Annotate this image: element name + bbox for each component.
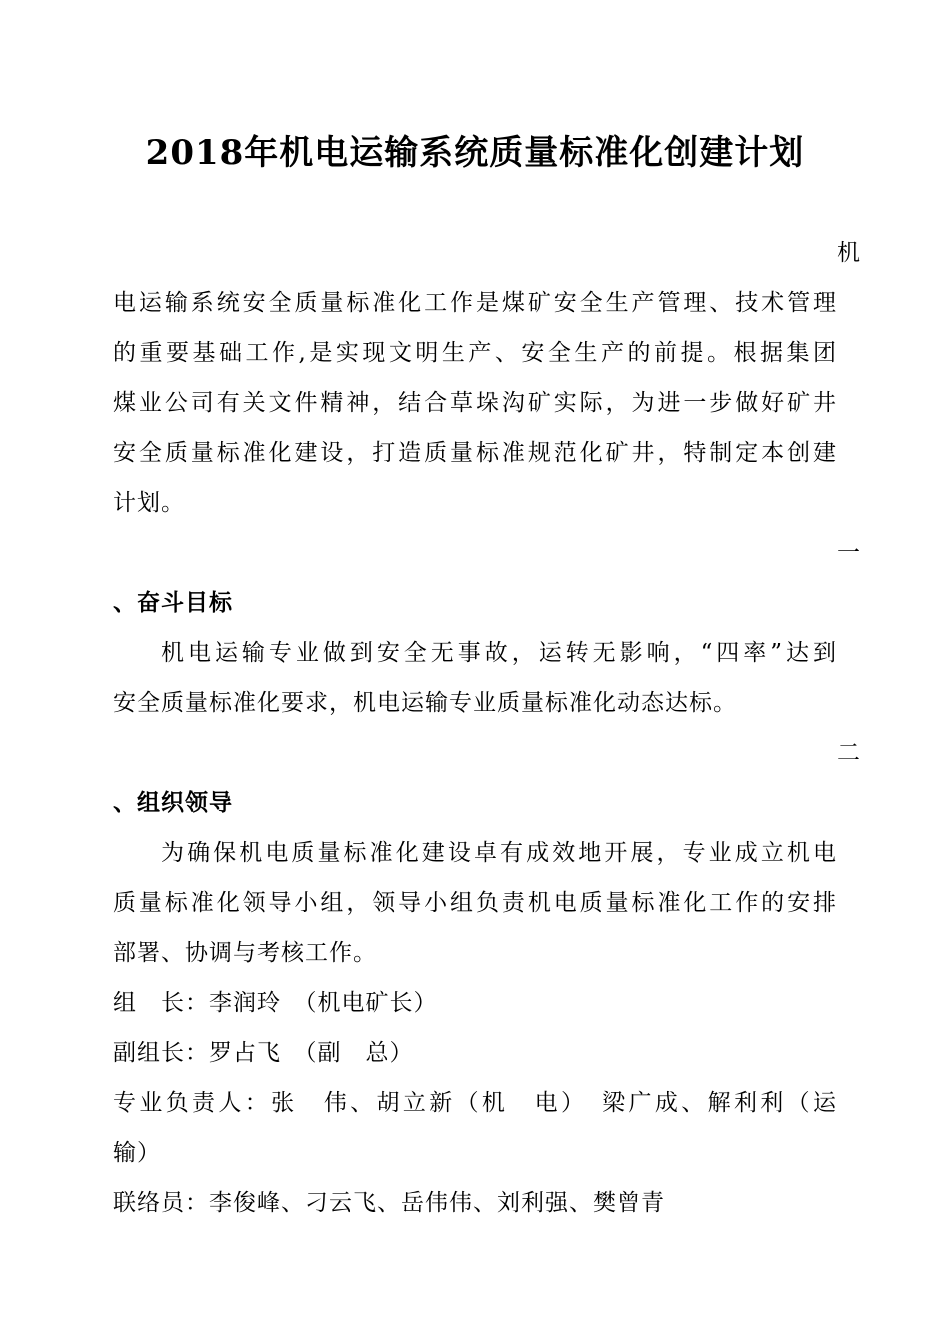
document-title: 2018年机电运输系统质量标准化创建计划 xyxy=(145,133,805,173)
intro-line-4: 安全质量标准化建设，打造质量标准规范化矿井，特制定本创建 xyxy=(113,440,837,466)
member-specialists-cont: 输） xyxy=(113,1140,161,1166)
section2-line-2: 质量标准化领导小组，领导小组负责机电质量标准化工作的安排 xyxy=(113,890,837,916)
section1-line-1: 机电运输专业做到安全无事故，运转无影响，“四率”达到 xyxy=(161,640,837,666)
intro-line-5: 计划。 xyxy=(113,490,185,516)
section1-heading: 、奋斗目标 xyxy=(113,589,233,616)
section2-number: 二 xyxy=(837,740,861,766)
member-list xyxy=(113,978,837,1228)
intro-paragraph xyxy=(113,278,837,528)
section1-paragraph xyxy=(113,628,837,728)
member-liaison: 联络员：李俊峰、刁云飞、岳伟伟、刘利强、樊曾青 xyxy=(113,1190,665,1216)
intro-lead-char: 机 xyxy=(837,240,861,266)
intro-line-3: 煤业公司有关文件精神，结合草垛沟矿实际，为进一步做好矿井 xyxy=(113,390,837,416)
section1-number: 一 xyxy=(837,540,861,566)
intro-line-2: 的重要基础工作,是实现文明生产、安全生产的前提。根据集团 xyxy=(113,340,837,366)
section2-paragraph xyxy=(113,828,837,978)
member-deputy-leader: 副组长：罗占飞 （副 总） xyxy=(113,1040,414,1066)
section2-heading: 、组织领导 xyxy=(113,789,233,816)
section2-line-1: 为确保机电质量标准化建设卓有成效地开展，专业成立机电 xyxy=(161,840,837,866)
member-leader: 组 长：李润玲 （机电矿长） xyxy=(113,990,438,1016)
intro-line-1: 电运输系统安全质量标准化工作是煤矿安全生产管理、技术管理 xyxy=(113,290,837,316)
member-specialists: 专业负责人：张 伟、胡立新（机 电） 梁广成、解利利（运 xyxy=(113,1090,837,1116)
section2-line-3: 部署、协调与考核工作。 xyxy=(113,940,377,966)
document-body xyxy=(113,228,861,1228)
section1-line-2: 安全质量标准化要求，机电运输专业质量标准化动态达标。 xyxy=(113,690,737,716)
